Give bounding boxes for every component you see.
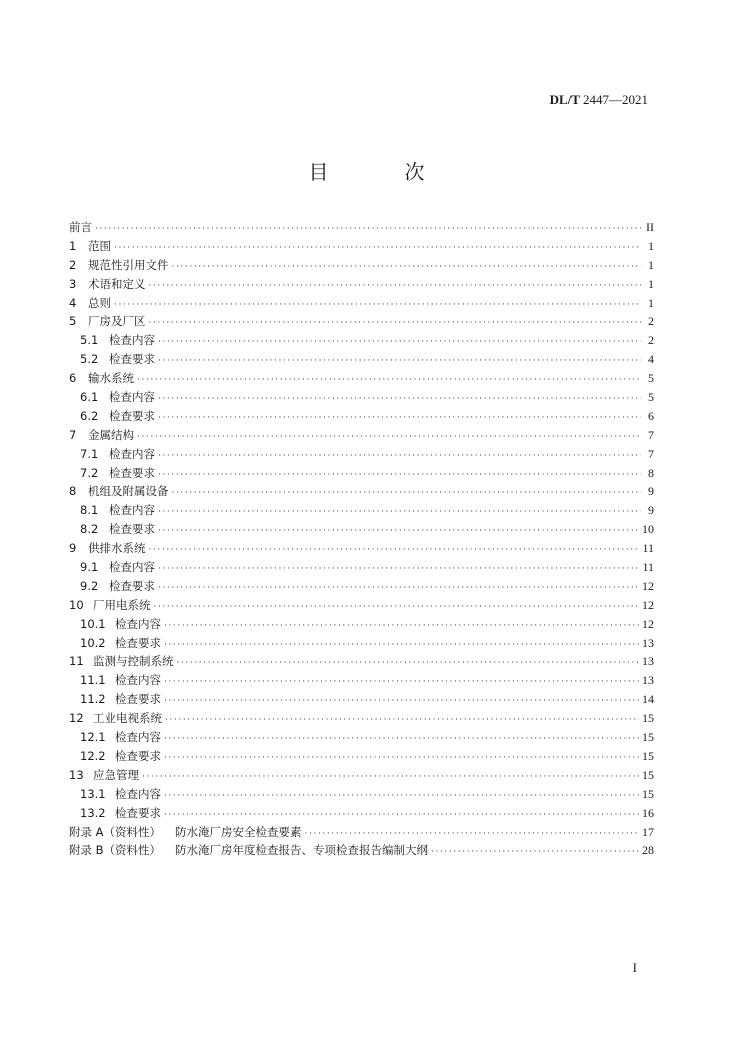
toc-entry-page: 13 [642,654,654,669]
toc-entry-page: 10 [642,522,654,537]
toc-entry-number: 6 [69,371,77,386]
toc-entry-number: 7 [69,427,77,442]
toc-entry-page: 4 [648,352,654,367]
leader-dots [114,243,641,253]
leader-dots [431,847,639,857]
toc-entry-page: 28 [642,843,654,858]
toc-entry-label: 检查内容 [109,503,155,518]
leader-dots [95,224,641,234]
leader-dots [164,734,639,744]
toc-entry-label: 检查要求 [115,805,161,820]
leader-dots [164,640,639,650]
leader-dots [164,753,639,763]
toc-entry-label: 供排水系统 [88,541,146,556]
toc-entry-label: 检查要求 [109,578,155,593]
toc-subentry[interactable] [69,389,654,408]
toc-entry[interactable] [69,540,654,559]
toc-entry-page: 11 [642,541,654,556]
toc-entry-label: 检查要求 [115,635,161,650]
toc-entry-page: 7 [648,446,654,461]
toc-entry-page: 9 [648,503,654,518]
toc-subentry[interactable] [69,748,654,767]
toc-subentry[interactable] [69,408,654,427]
toc-entry-number: 2 [69,257,77,272]
leader-dots [158,583,639,593]
leader-dots [164,621,639,631]
toc-entry-label: 检查要求 [115,748,161,763]
toc-entry-number: 13.1 [80,786,106,801]
toc-entry-label: 规范性引用文件 [88,257,169,272]
toc-entry-number: 5.1 [80,333,99,348]
toc-entry-label: 厂房及厂区 [88,314,146,329]
toc-subentry[interactable] [69,351,654,370]
toc-entry-label: 检查内容 [115,730,161,745]
toc-entry-number: 7.1 [80,446,99,461]
toc-entry-label: 前言 [69,220,92,234]
toc-entry-number: 13 [69,767,84,782]
toc-entry[interactable] [69,238,654,257]
toc-subentry[interactable] [69,786,654,805]
toc-entry-number: 10.1 [80,616,106,631]
toc-entry-label: 总则 [88,295,111,310]
toc-entry-page: 2 [648,314,654,329]
toc-entry-page: 12 [642,578,654,593]
leader-dots [154,602,640,612]
leader-dots [164,696,639,706]
toc-entry-page: 1 [648,295,654,310]
toc-entry-number: 8 [69,484,77,499]
leader-dots [142,772,639,782]
toc-entry[interactable] [69,257,654,276]
toc-subentry[interactable] [69,446,654,465]
leader-dots [158,337,641,347]
page-folio: I [632,960,637,975]
leader-dots [177,658,640,668]
toc-entry-number: 7.2 [80,465,99,480]
toc-entry-number: 12 [69,711,84,726]
toc-entry-number: 11 [69,654,84,669]
toc-entry-page: 13 [642,673,654,688]
leader-dots [165,715,639,725]
toc-entry-number: 4 [69,295,77,310]
toc-entry-number: 11.1 [80,673,106,688]
toc-subentry[interactable] [69,578,654,597]
toc-entry-page: 15 [642,786,654,801]
toc-entry-label: 检查要求 [115,692,161,707]
toc-entry-label: 检查内容 [115,673,161,688]
toc-entry-page: 12 [642,616,654,631]
toc-entry-label: 监测与控制系统 [93,654,174,669]
toc-entry-page: 14 [642,692,654,707]
leader-dots [149,281,642,291]
toc-entry-number: 1 [69,238,77,253]
toc-entry-page: 17 [642,824,654,839]
leader-dots [158,394,641,404]
toc-entry-page: 6 [648,408,654,423]
leader-dots [158,507,641,517]
toc-entry[interactable] [69,483,654,502]
toc-entry[interactable] [69,370,654,389]
toc-entry-page: 1 [648,238,654,253]
leader-dots [149,318,642,328]
toc-entry-number: 12.2 [80,748,106,763]
toc-entry-number: 6.2 [80,408,99,423]
leader-dots [158,356,641,366]
toc-entry-page: 7 [648,427,654,442]
toc-appendix-entry[interactable] [69,842,654,861]
appendix-number: 附录 A（资料性） [69,824,162,839]
toc-entry-label: 术语和定义 [88,276,146,291]
toc-entry[interactable] [69,427,654,446]
appendix-number: 附录 B（资料性） [69,843,162,858]
standard-number: 2447—2021 [583,92,648,107]
toc-entry-label: 金属结构 [88,427,134,442]
toc-entry-label: 防水淹厂房安全检查要素 [175,824,302,839]
leader-dots [137,432,641,442]
toc-subentry[interactable] [69,502,654,521]
toc-entry-page: 5 [648,390,654,405]
toc-entry-page: 15 [642,711,654,726]
toc-entry-page: 15 [642,767,654,782]
toc-subentry[interactable] [69,635,654,654]
toc-entry-page: 1 [648,276,654,291]
table-of-contents [69,219,654,861]
toc-entry[interactable] [69,295,654,314]
toc-entry-page: 2 [648,333,654,348]
toc-subentry[interactable] [69,729,654,748]
toc-entry-number: 9.1 [80,560,99,575]
toc-subentry[interactable] [69,559,654,578]
toc-entry-label: 机组及附属设备 [88,484,169,499]
toc-entry-label: 检查要求 [109,408,155,423]
toc-entry-number: 10 [69,597,84,612]
toc-subentry[interactable] [69,805,654,824]
toc-entry-page: 5 [648,371,654,386]
toc-entry-label: 检查内容 [109,560,155,575]
leader-dots [158,564,639,574]
toc-entry-number: 8.2 [80,522,99,537]
toc-entry-page: 11 [642,560,654,575]
leader-dots [164,791,639,801]
leader-dots [172,262,642,272]
toc-entry-page: 15 [642,748,654,763]
toc-subentry[interactable] [69,616,654,635]
toc-entry-label: 检查要求 [109,522,155,537]
toc-entry-label: 检查要求 [109,465,155,480]
toc-entry[interactable] [69,767,654,786]
toc-title: 目 次 [308,160,453,184]
toc-entry[interactable] [69,219,654,238]
toc-entry-number: 13.2 [80,805,106,820]
toc-appendix-entry[interactable] [69,824,654,843]
toc-subentry[interactable] [69,465,654,484]
leader-dots [172,488,642,498]
leader-dots [114,300,641,310]
toc-entry-label: 应急管理 [93,767,139,782]
toc-entry-page: 1 [648,257,654,272]
toc-entry-label: 检查内容 [109,446,155,461]
standard-code [550,92,648,108]
toc-entry-page: 8 [648,465,654,480]
toc-entry-number: 5 [69,314,77,329]
toc-entry-page: 9 [648,484,654,499]
toc-entry-number: 10.2 [80,635,106,650]
leader-dots [158,413,641,423]
standard-prefix: DL/T [549,92,580,107]
toc-entry[interactable] [69,710,654,729]
leader-dots [164,677,639,687]
toc-entry-label: 工业电视系统 [93,711,162,726]
toc-entry-label: 检查要求 [109,352,155,367]
toc-entry-number: 12.1 [80,730,106,745]
toc-entry-page: 12 [642,597,654,612]
toc-entry-label: 范围 [88,238,111,253]
leader-dots [149,545,640,555]
toc-entry-label: 厂用电系统 [93,597,151,612]
toc-entry-page: 16 [642,805,654,820]
toc-entry-number: 9.2 [80,578,99,593]
leader-dots [158,526,639,536]
toc-entry-label: 防水淹厂房年度检查报告、专项检查报告编制大纲 [175,843,429,858]
toc-entry[interactable] [69,313,654,332]
toc-entry[interactable] [69,276,654,295]
toc-entry-number: 9 [69,541,77,556]
leader-dots [158,451,641,461]
toc-subentry[interactable] [69,521,654,540]
toc-entry-page: II [646,220,654,234]
toc-entry-page: 15 [642,730,654,745]
toc-entry-label: 检查内容 [115,616,161,631]
toc-entry-number: 5.2 [80,352,99,367]
leader-dots [305,829,639,839]
leader-dots [137,375,641,385]
toc-entry-number: 3 [69,276,77,291]
toc-entry-label: 输水系统 [88,371,134,386]
toc-entry-number: 8.1 [80,503,99,518]
toc-entry-number: 11.2 [80,692,106,707]
toc-entry-label: 检查内容 [109,390,155,405]
toc-entry-label: 检查内容 [109,333,155,348]
leader-dots [158,470,641,480]
toc-entry[interactable] [69,597,654,616]
leader-dots [164,810,639,820]
toc-subentry[interactable] [69,672,654,691]
toc-entry[interactable] [69,653,654,672]
toc-entry-label: 检查内容 [115,786,161,801]
toc-entry-number: 6.1 [80,390,99,405]
toc-subentry[interactable] [69,332,654,351]
toc-subentry[interactable] [69,691,654,710]
toc-entry-page: 13 [642,635,654,650]
